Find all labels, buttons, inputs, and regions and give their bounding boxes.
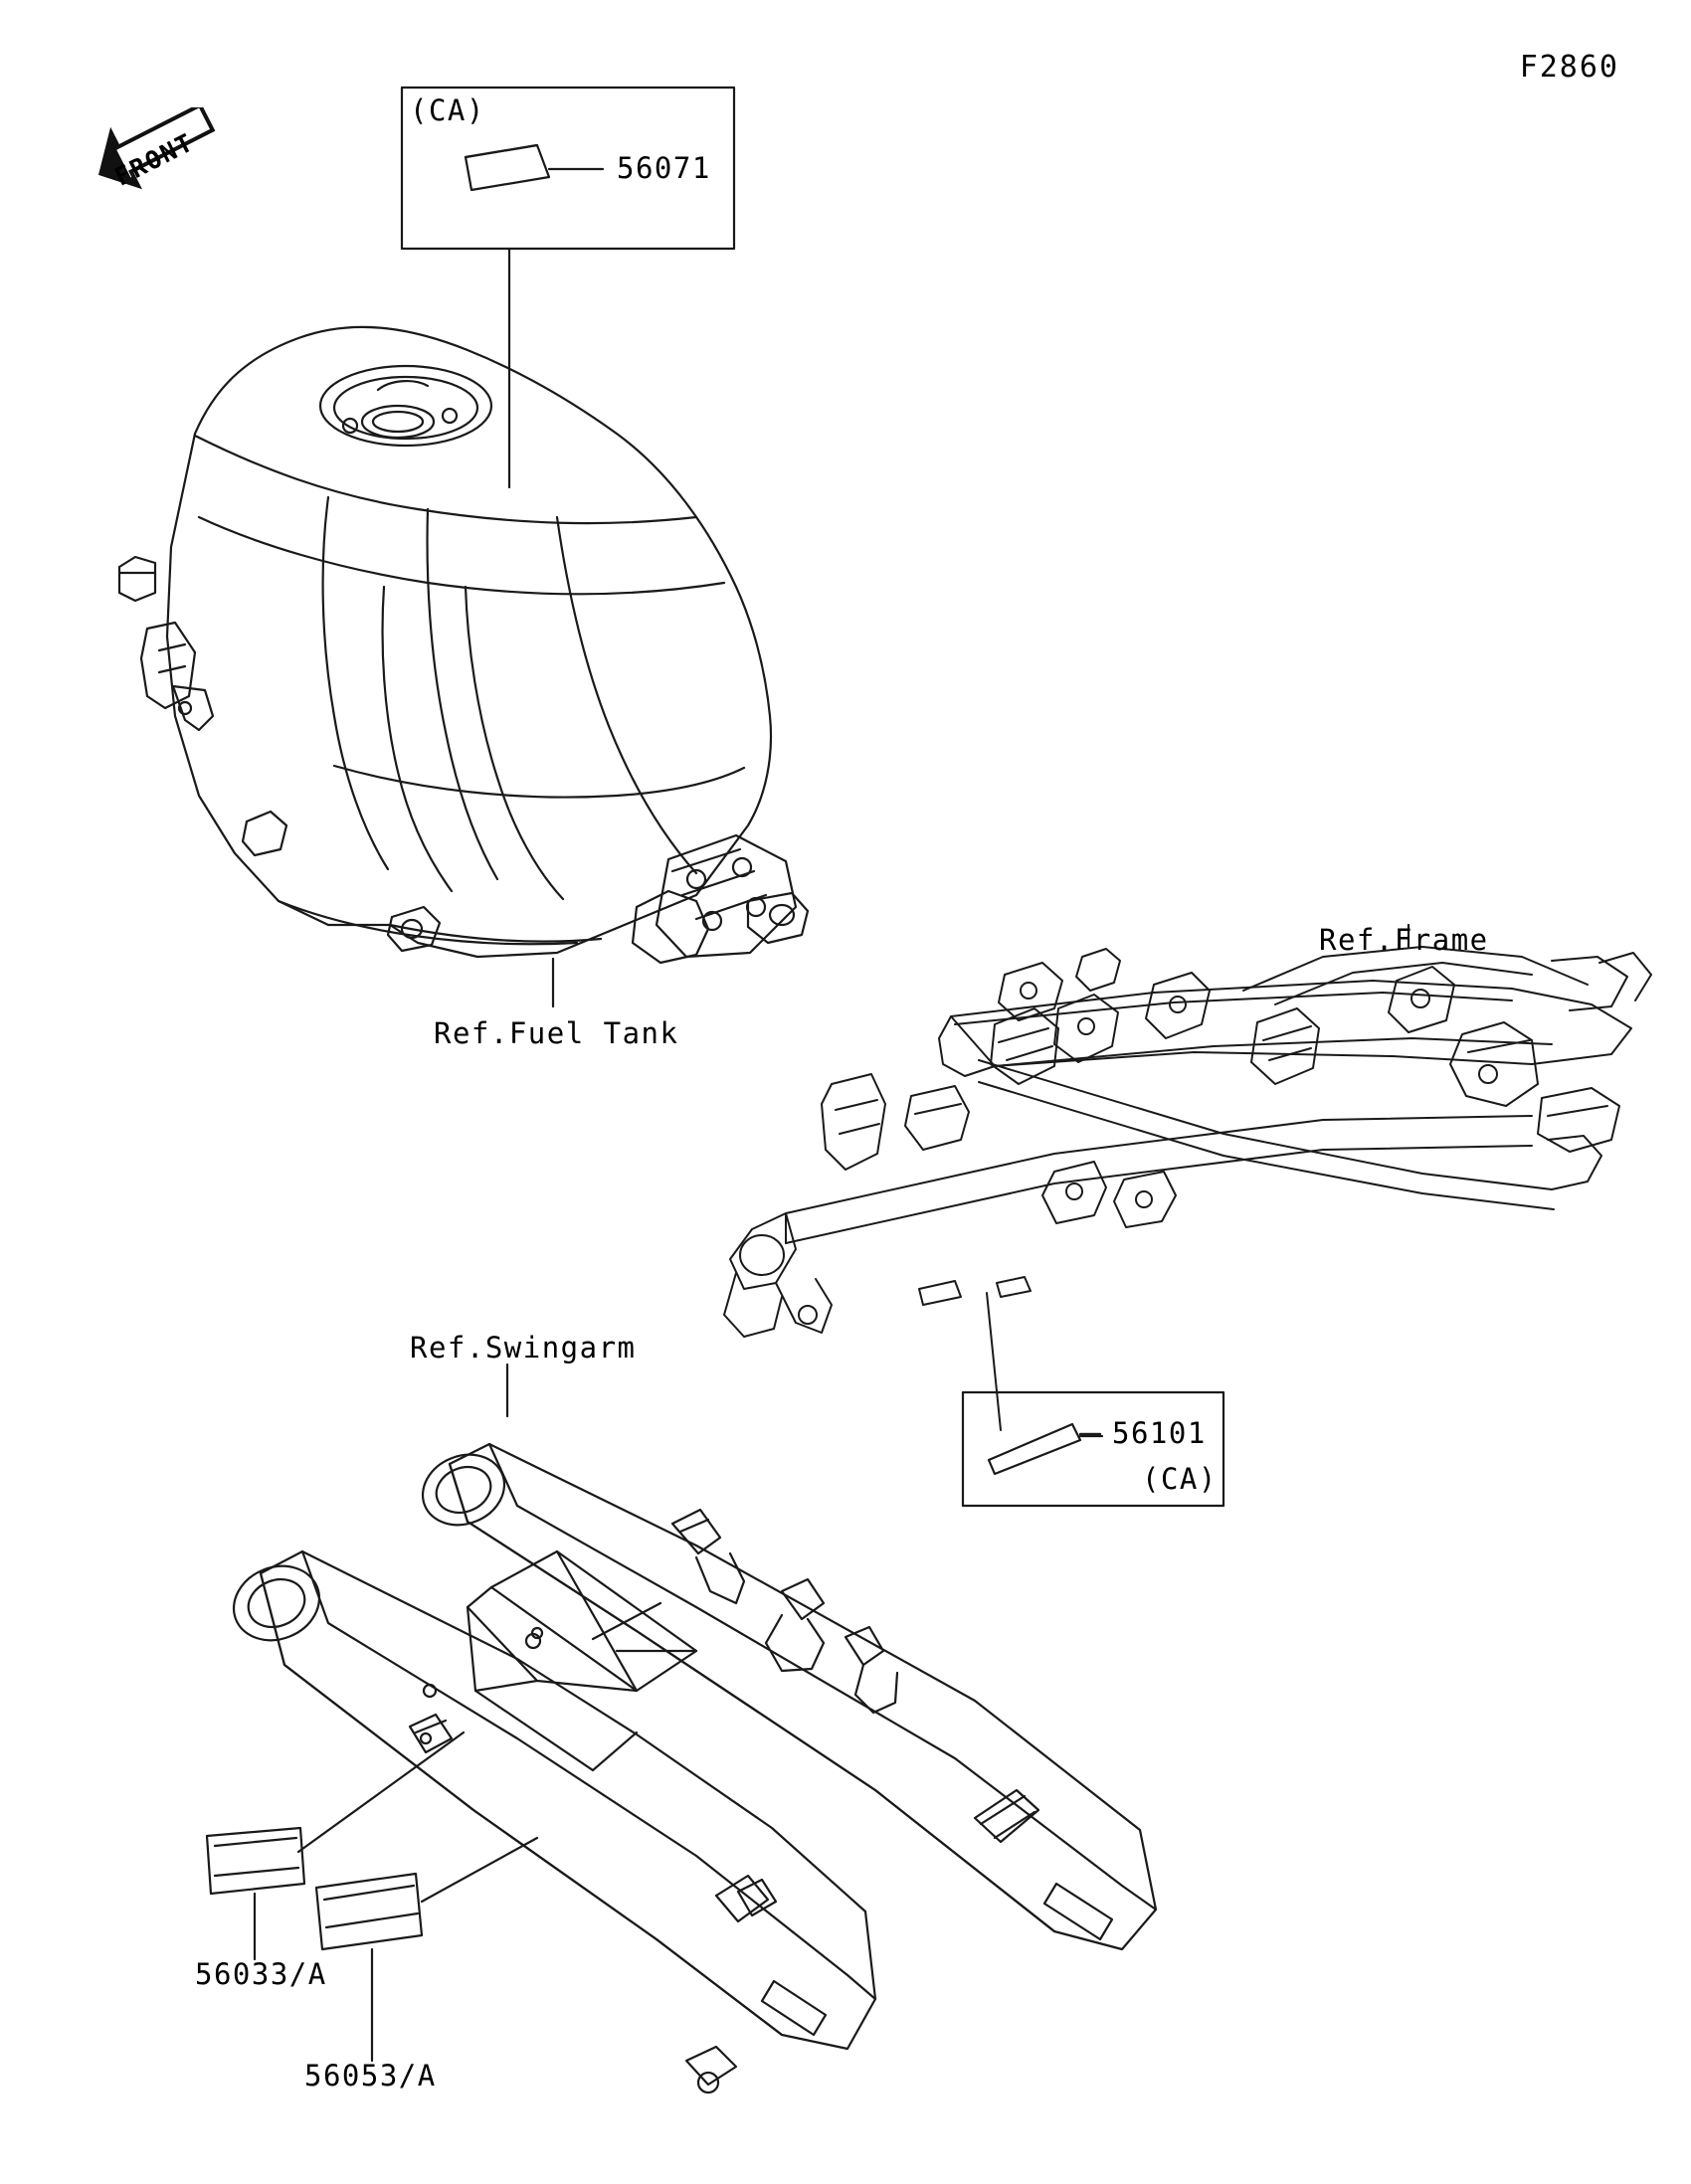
decal-ca-box-top-label: (CA) [410,93,485,127]
ref-swingarm-label: Ref.Swingarm [410,1331,637,1365]
frame-graphic [724,947,1651,1430]
page-code: F2860 [1519,50,1619,85]
part-number-56033a: 56033/A [195,1957,327,1991]
part-number-56053a: 56053/A [304,2059,437,2093]
part-number-56101: 56101 [1112,1416,1207,1450]
decal-ca-box-top [402,88,734,487]
front-arrow-label: FRONT [109,126,199,192]
ref-fuel-tank-label: Ref.Fuel Tank [434,1016,679,1050]
decal-56053-graphic [316,1838,537,2061]
fuel-tank-graphic [119,327,808,1006]
ref-frame-label: Ref.Frame [1319,923,1489,957]
swingarm-graphic [223,1443,1156,2093]
decal-frame-ca-label: (CA) [1142,1462,1218,1496]
part-number-56071: 56071 [617,151,711,185]
